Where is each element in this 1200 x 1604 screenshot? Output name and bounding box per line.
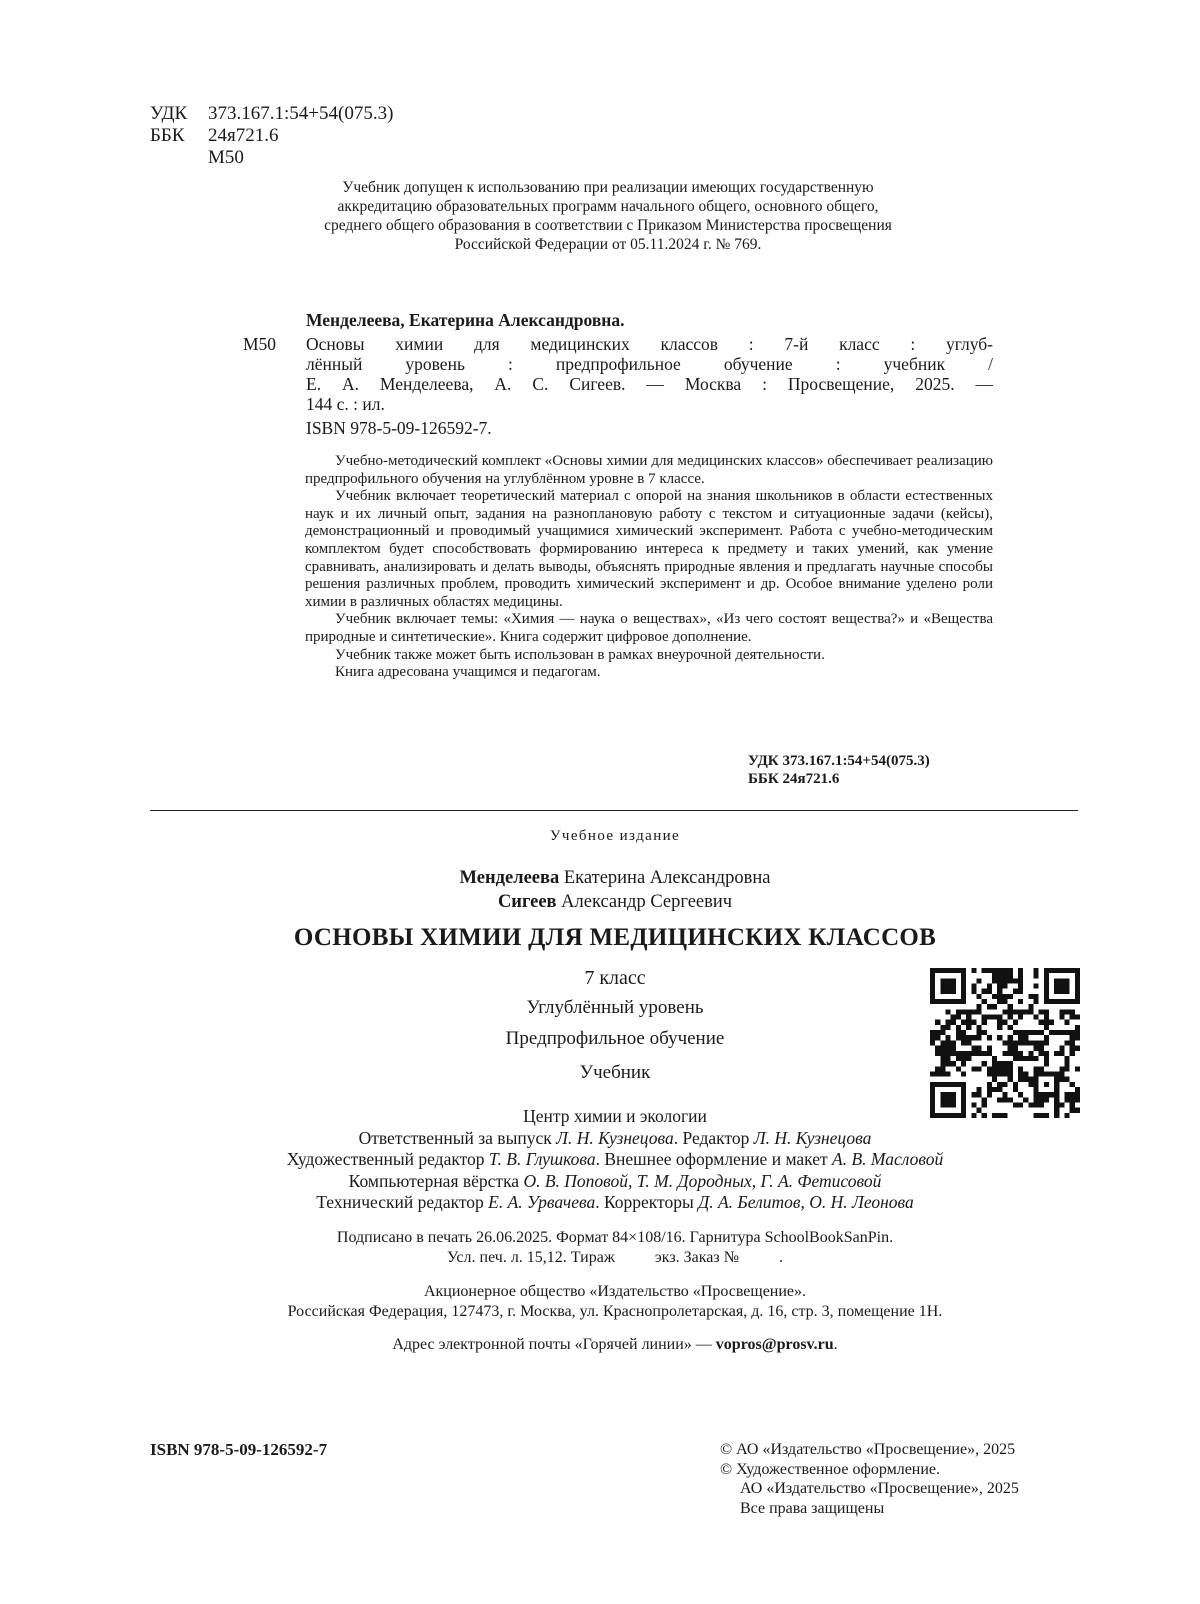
- author-given-names: Екатерина Александровна: [559, 868, 771, 888]
- bbk-label: ББК: [150, 125, 185, 146]
- author-line: [0, 866, 1200, 890]
- catalog-abstract: [305, 453, 993, 682]
- approval-line: аккредитацию образовательных программ начального общего, основного общего,: [337, 198, 879, 215]
- book-profile: Предпрофильное обучение: [505, 1028, 725, 1049]
- udk-label: УДК: [150, 103, 188, 124]
- credits-line: Ответственный за выпуск Л. Н. Кузнецова. Редактор Л. Н. Кузнецова: [358, 1127, 872, 1148]
- abstract-paragraph: Учебник включает теоретический материал с опорой на знания школьников в области естественных наук и их личный опыт, задания на разноплановую работу с текстом и ситуационные задачи (кейсы), демонстрационный и проводимый учащимися химический эксперимент. Работа с учебно-методическим комплектом будет способствовать формированию интереса к предмету и таких умений, как умение сравнивать, анализировать и делать выводы, объяснять природные явления и предлагать научные способы решения различных проблем, проводить химический эксперимент и др. Особое внимание уделено роли химии в различных областях медицины.: [305, 488, 993, 610]
- copyright-block: [720, 1440, 1080, 1518]
- edition-authors: [0, 866, 1200, 914]
- publisher-name: Акционерное общество «Издательство «Просвещение».: [423, 1283, 807, 1300]
- catalog-description-line: Е. А. Менделеева, А. С. Сигеев. — Москва : Просвещение, 2025. —: [306, 374, 993, 394]
- rights-reserved: Все права защищены: [740, 1499, 885, 1517]
- catalog-description-row: [243, 334, 993, 394]
- copyright-line: © Художественное оформление.: [720, 1460, 941, 1478]
- catalog-bbk: ББК 24я721.6: [748, 771, 840, 787]
- book-type: Учебник: [579, 1062, 651, 1083]
- catalog-description-line: Основы химии для медицинских классов : 7-й класс : углуб-: [306, 334, 993, 354]
- book-level: Углублённый уровень: [526, 997, 704, 1018]
- publisher-info: [0, 1282, 1200, 1322]
- email-link[interactable]: vopros@prosv.ru: [715, 1336, 834, 1353]
- catalog-codes: [748, 752, 988, 788]
- abstract-paragraph: Учебник также может быть использован в рамках внеурочной деятельности.: [335, 646, 825, 663]
- copyright-line: © АО «Издательство «Просвещение», 2025: [720, 1441, 1016, 1458]
- credits-line: Художественный редактор Т. В. Глушкова. Внешнее оформление и макет А. В. Масловой: [286, 1149, 944, 1169]
- book-title: ОСНОВЫ ХИМИИ ДЛЯ МЕДИЦИНСКИХ КЛАССОВ: [293, 924, 937, 951]
- credits-line: Технический редактор Е. А. Урвачева. Корректоры Д. А. Белитов, О. Н. Леонова: [316, 1192, 914, 1212]
- bbk-value: 24я721.6: [208, 125, 279, 146]
- edition-type: Учебное издание: [549, 828, 681, 844]
- udk-row: [150, 103, 393, 125]
- author-surname: Менделеева: [459, 868, 560, 888]
- author-mark: М50: [208, 147, 244, 168]
- author-given-names: Александр Сергеевич: [556, 892, 733, 912]
- credits-line: Компьютерная вёрстка О. В. Поповой, Т. М. Дородных, Г. А. Фетисовой: [348, 1170, 882, 1191]
- bibliographic-record: [243, 310, 993, 438]
- catalog-description-line: лённый уровень : предпрофильное обучение : учебник /: [306, 354, 993, 374]
- credits-block: [0, 1106, 1200, 1214]
- udk-value: 373.167.1:54+54(075.3): [208, 103, 394, 124]
- footer-isbn: ISBN 978-5-09-126592-7: [150, 1440, 328, 1459]
- print-info-line: Подписано в печать 26.06.2025. Формат 84×108/16. Гарнитура SchoolBookSanPin.: [336, 1229, 894, 1246]
- catalog-author: Менделеева, Екатерина Александровна.: [306, 310, 625, 330]
- credits-center: Центр химии и экологии: [523, 1106, 707, 1126]
- section-divider: [150, 810, 1078, 811]
- author-surname: Сигеев: [497, 892, 557, 912]
- book-grade: 7 класс: [584, 967, 646, 989]
- print-info-line: Усл. печ. л. 15,12. Тираж экз. Заказ № .: [447, 1249, 783, 1266]
- approval-line: Учебник допущен к использованию при реализации имеющих государственную: [342, 179, 874, 196]
- print-info: [0, 1228, 1200, 1268]
- approval-notice: [228, 178, 988, 254]
- catalog-isbn: ISBN 978-5-09-126592-7.: [306, 418, 492, 438]
- author-mark-row: [150, 147, 393, 169]
- copyright-line: АО «Издательство «Просвещение», 2025: [740, 1480, 1019, 1497]
- catalog-description-last: 144 с. : ил.: [306, 394, 385, 414]
- bbk-row: [150, 125, 393, 147]
- abstract-paragraph: Учебно-методический комплект «Основы химии для медицинских классов» обеспечивает реализацию предпрофильного обучения на углублённом уровне в 7 классе.: [305, 453, 993, 487]
- qr-code-icon: [930, 968, 1080, 1118]
- abstract-paragraph: Учебник включает темы: «Химия — наука о веществах», «Из чего состоят вещества?» и «Вещества природные и синтетические». Книга содержит цифровое дополнение.: [305, 611, 993, 645]
- author-line: [0, 890, 1200, 914]
- catalog-author-mark: М50: [243, 334, 277, 354]
- approval-line: среднего общего образования в соответствии с Приказом Министерства просвещения: [324, 217, 892, 234]
- abstract-paragraph: Книга адресована учащимся и педагогам.: [335, 664, 601, 681]
- approval-line: Российской Федерации от 05.11.2024 г. № 769.: [454, 236, 762, 253]
- publisher-address: Российская Федерация, 127473, г. Москва, ул. Краснопролетарская, д. 16, стр. 3, помещение 1Н.: [287, 1303, 943, 1320]
- hotline-email: Адрес электронной почты «Горячей линии» — vopros@prosv.ru.: [392, 1336, 838, 1353]
- classification-block: [150, 103, 393, 169]
- catalog-udk: УДК 373.167.1:54+54(075.3): [748, 753, 930, 769]
